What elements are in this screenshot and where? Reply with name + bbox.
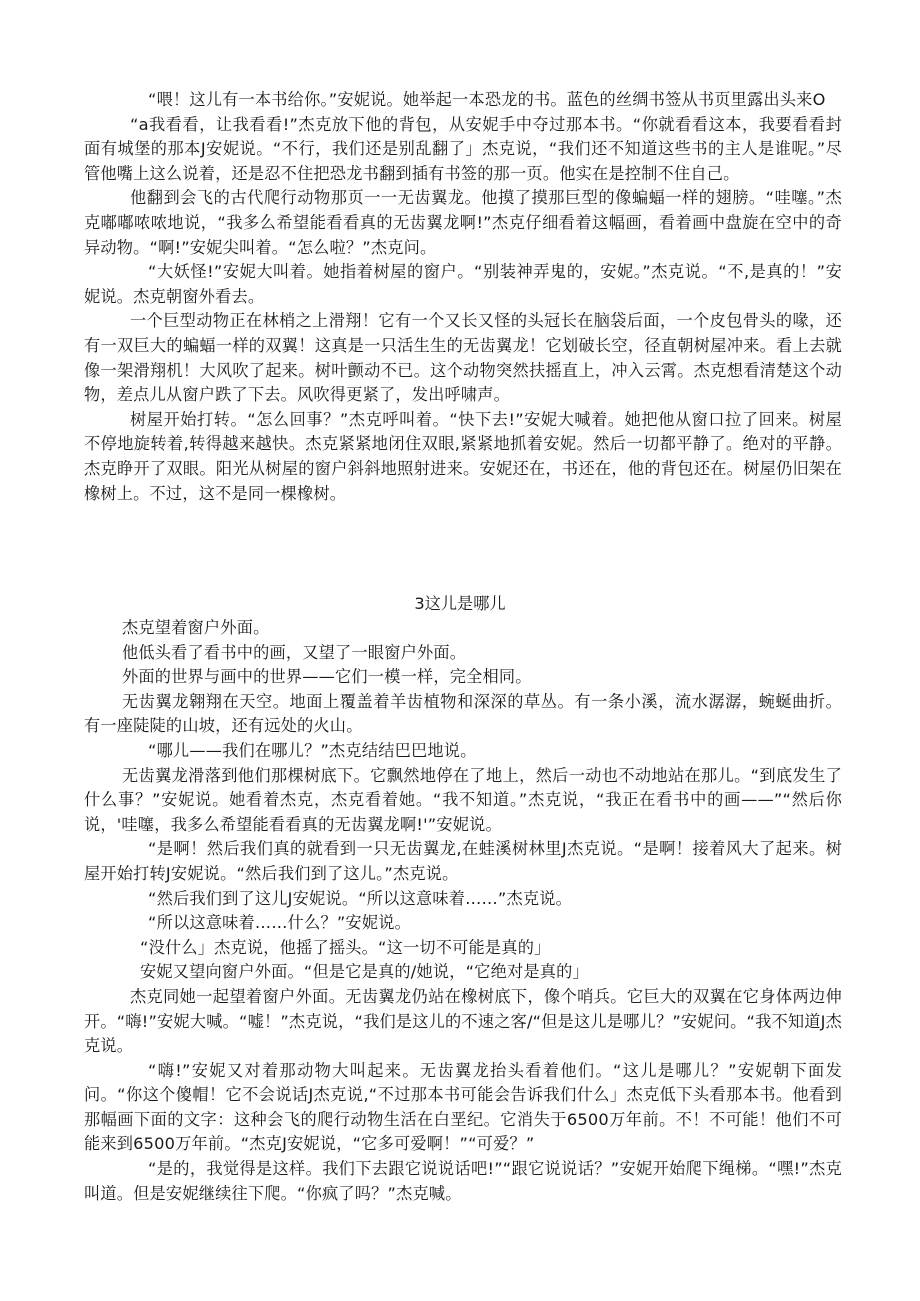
paragraph: “然后我们到了这儿J安妮说。“所以这意味着……”杰克说。 [148,888,573,908]
paragraph: “是的，我觉得是这样。我们下去跟它说说话吧!”“跟它说说话？”安妮开始爬下绳梯。“嘿!”杰克叫道。但是安妮继续往下爬。“你疯了吗？”杰克喊。 [84,1159,842,1203]
paragraph: 他低头看了看书中的画，又望了一眼窗户外面。 [122,642,467,662]
paragraph: 外面的世界与画中的世界——它们一模一样，完全相同。 [122,667,532,687]
paragraph: “嗨!”安妮又对着那动物大叫起来。无齿翼龙抬头看着他们。“这儿是哪儿？”安妮朝下面发问。“你这个傻帽！它不会说话J杰克说,“不过那本书可能会告诉我们什么」杰克低下头看那本书。他看到那幅画下面的文字：这种会飞的爬行动物生活在白垩纪。它消失于6500万年前。不！不可能！他们不可能来到6500万年前。“杰克J安妮说，“它多可爱啊！”“可爱？” [84,1060,842,1154]
story-section-1 [84,88,842,506]
paragraph: “所以这意味着……什么？”安妮说。 [148,913,411,933]
paragraph: 安妮又望向窗户外面。“但是它是真的/她说，“它绝对是真的」 [140,962,589,982]
story-section-2 [84,616,842,1206]
paragraph-bookmark: “喂！这儿有一本书给你。”安妮说。她举起一本恐龙的书。蓝色的丝绸书签从书页里露出头来O [148,90,826,109]
paragraph: 无齿翼龙翱翔在天空。地面上覆盖着羊齿植物和深深的草丛。有一条小溪，流水潺潺，蜿蜒曲折。有一座陡陡的山坡，还有远处的火山。 [84,691,842,736]
paragraph-spinning: 树屋开始打转。“怎么回事？”杰克呼叫着。“快下去!”安妮大喊着。她把他从窗口拉了回来。树屋不停地旋转着,转得越来越快。杰克紧紧地闭住双眼,紧紧地抓着安妮。然后一切都平静了。绝对的平静。杰克睁开了双眼。阳光从树屋的窗户斜斜地照射进来。安妮还在，书还在，他的背包还在。树屋仍旧架在橡树上。不过，这不是同一棵橡树。 [84,409,842,503]
paragraph-pteranodon-page: 他翻到会飞的古代爬行动物那页一一无齿翼龙。他摸了摸那巨型的像蝙蝠一样的翅膀。“哇噻。”杰克嘟嘟哝哝地说，“我多么希望能看看真的无齿翼龙啊!”杰克仔细看着这幅画，看着画中盘旋在空中的奇异动物。“啊!”安妮尖叫着。“怎么啦？”杰克问。 [84,188,842,257]
paragraph: “没什么」杰克说，他摇了摇头。“这一切不可能是真的」 [140,937,551,957]
paragraph: 杰克同她一起望着窗户外面。无齿翼龙仍站在橡树底下，像个哨兵。它巨大的双翼在它身体两边伸开。“嗨!”安妮大喊。“嘘！”杰克说，“我们是这儿的不速之客/“但是这儿是哪儿？”安妮问。“我不知道J杰克说。 [84,986,842,1056]
paragraph-grab-book: “a我看看，让我看看!”杰克放下他的背包，从安妮手中夺过那本书。“你就看看这本，我要看看封面有城堡的那本J安妮说。“不行，我们还是别乱翻了」杰克说，“我们还不知道这些书的主人是谁呢。”尽管他嘴上这么说着，还是忍不住把恐龙书翻到插有书签的那一页。他实在是控制不住自己。 [84,114,842,183]
paragraph-monster: “大妖怪!”安妮大叫着。她指着树屋的窗户。“别装神弄鬼的，安妮。”杰克说。“不,是真的！”安妮说。杰克朝窗外看去。 [84,262,842,306]
paragraph-gliding: 一个巨型动物正在林梢之上滑翔！它有一个又长又怪的头冠长在脑袋后面，一个皮包骨头的喙，还有一双巨大的蝙蝠一样的双翼！这真是一只活生生的无齿翼龙！它划破长空，径直朝树屋冲来。看上去就像一架滑翔机！大风吹了起来。树叶颤动不已。这个动物突然扶摇直上，冲入云霄。杰克想看清楚这个动物，差点儿从窗户跌了下去。风吹得更紧了，发出呼啸声。 [84,311,842,405]
paragraph: “哪儿——我们在哪儿？”杰克结结巴巴地说。 [148,740,477,760]
paragraph: 杰克望着窗户外面。 [122,618,270,637]
paragraph: “是啊！然后我们真的就看到一只无齿翼龙,在蛙溪树林里J杰克说。“是啊！接着风大了起来。树屋开始打转J安妮说。“然后我们到了这儿。”杰克说。 [84,839,842,883]
paragraph: 无齿翼龙滑落到他们那棵树底下。它飘然地停在了地上，然后一动也不动地站在那儿。“到底发生了什么事？”安妮说。她看着杰克，杰克看着她。“我不知道。”杰克说，“我正在看书中的画——”“然后你说，'哇噻，我多么希望能看看真的无齿翼龙啊!'”安妮说。 [84,765,842,834]
chapter-title: 3这儿是哪儿 [414,594,506,613]
